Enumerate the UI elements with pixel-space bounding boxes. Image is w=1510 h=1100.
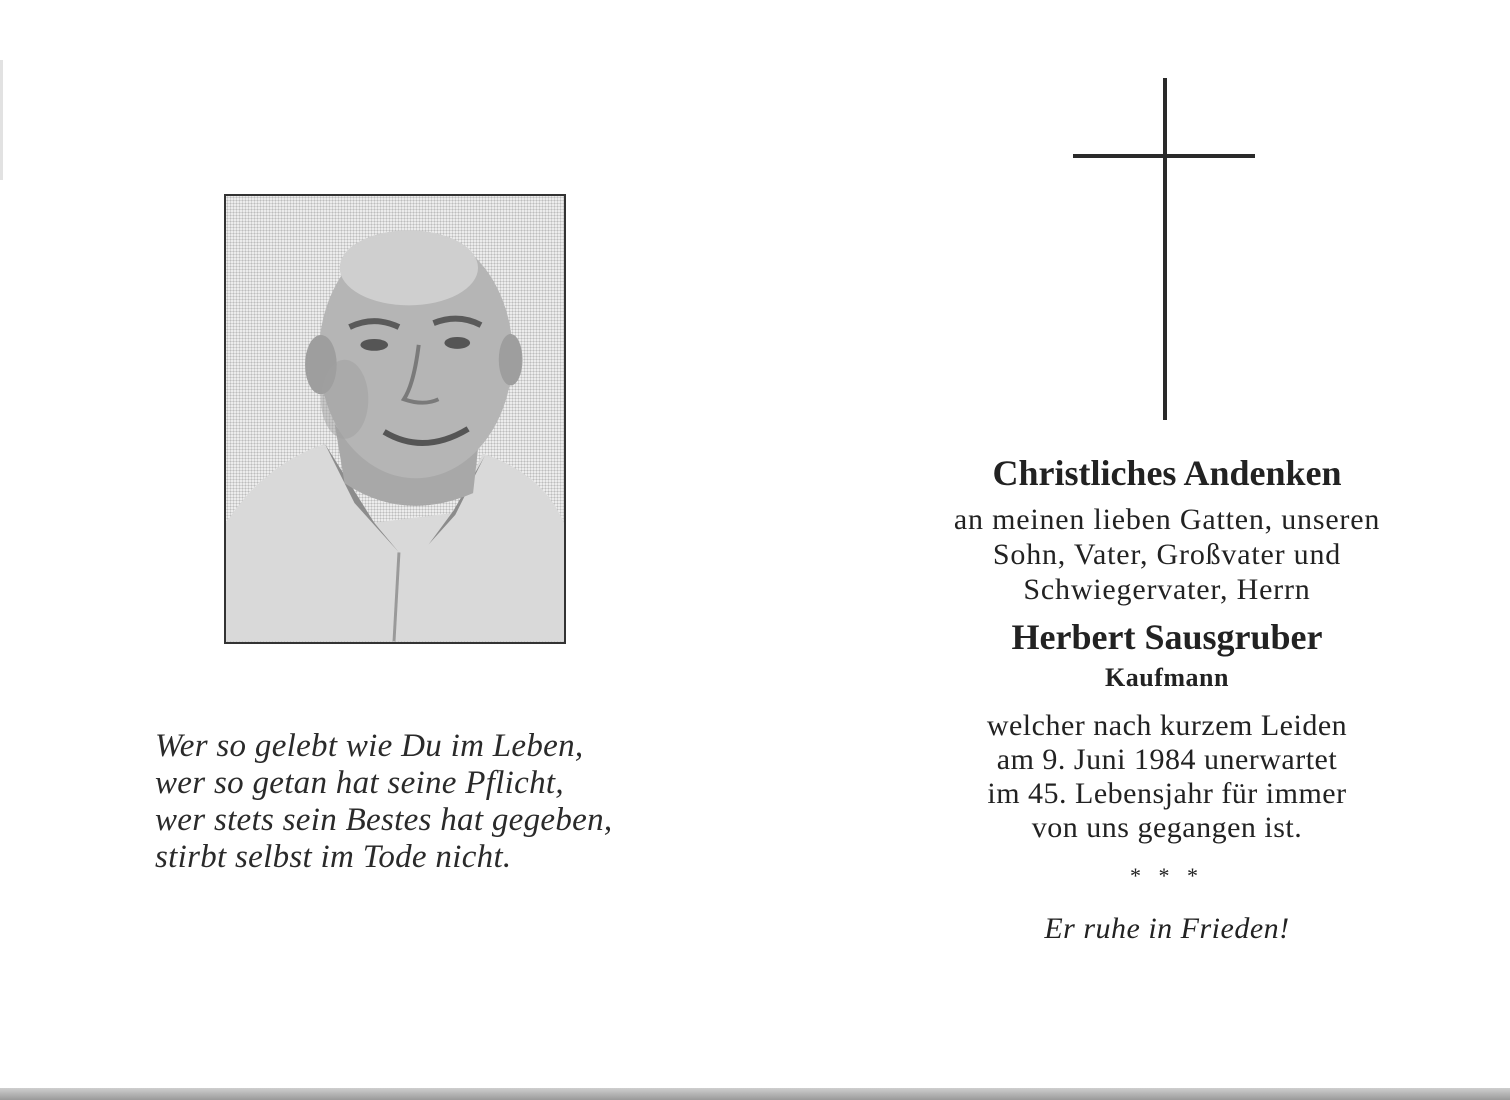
poem-line: wer stets sein Bestes hat gegeben, — [155, 802, 613, 838]
deceased-name: Herbert Sausgruber — [1011, 617, 1323, 657]
deceased-occupation: Kaufmann — [1105, 663, 1229, 692]
poem-line: wer so getan hat seine Pflicht, — [155, 765, 564, 801]
intro-line: an meinen lieben Gatten, unseren — [953, 503, 1381, 536]
blessing: Er ruhe in Frieden! — [1044, 912, 1290, 945]
detail-line: von uns gegangen ist. — [1031, 811, 1303, 844]
poem-line: Wer so gelebt wie Du im Leben, — [155, 728, 584, 764]
separator-stars: * * * — [1130, 863, 1204, 888]
cross-horizontal-beam — [1073, 154, 1255, 158]
poem-line: stirbt selbst im Tode nicht. — [155, 839, 512, 875]
cross-vertical-beam — [1163, 78, 1167, 420]
memorial-details — [900, 709, 1434, 845]
memorial-poem — [155, 728, 675, 876]
memorial-heading: Christliches Andenken — [992, 453, 1342, 493]
intro-line: Schwiegervater, Herrn — [1023, 573, 1311, 606]
scan-edge-bottom — [0, 1088, 1510, 1100]
portrait-illustration — [226, 196, 564, 642]
portrait-photo — [224, 194, 566, 644]
memorial-text — [900, 450, 1434, 947]
memorial-intro — [900, 502, 1434, 607]
detail-line: am 9. Juni 1984 unerwartet — [996, 743, 1338, 776]
scan-edge-left — [0, 60, 3, 180]
intro-line: Sohn, Vater, Großvater und — [992, 538, 1342, 571]
detail-line: im 45. Lebensjahr für immer — [987, 777, 1347, 810]
detail-line: welcher nach kurzem Leiden — [986, 709, 1348, 742]
